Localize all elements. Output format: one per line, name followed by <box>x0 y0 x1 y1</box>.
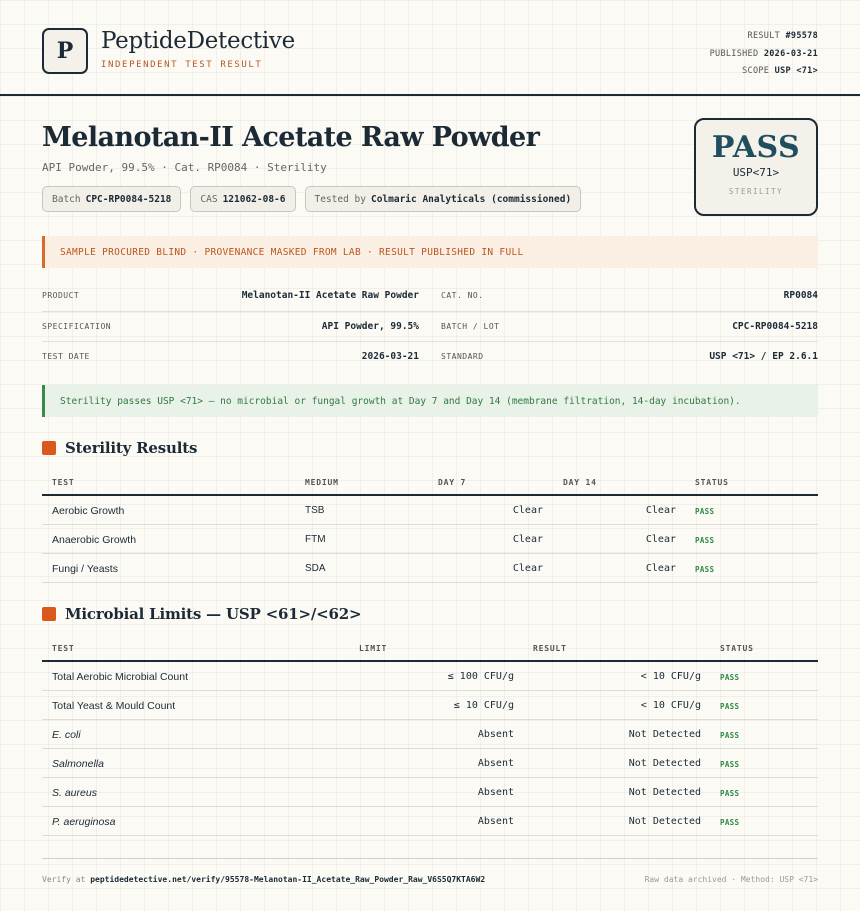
spec-label: SPECIFICATION <box>42 321 112 331</box>
info-row <box>42 281 818 312</box>
table-header <box>42 633 818 662</box>
status-badge: PASS <box>720 760 740 769</box>
test-date-label: TEST DATE <box>42 352 90 361</box>
microbial-heading-text: Microbial Limits — USP <61>/<62> <box>65 605 362 623</box>
day14: Clear <box>645 505 676 516</box>
sterility-heading-text: Sterility Results <box>65 439 198 457</box>
status-badge: PASS <box>695 565 715 574</box>
status-badge: PASS <box>720 818 740 827</box>
limit: Absent <box>477 787 514 798</box>
chip-value: 121062-08-6 <box>222 193 286 205</box>
table-row <box>42 720 818 749</box>
test-name: Total Aerobic Microbial Count <box>52 671 188 683</box>
chip-label: CAS <box>200 193 218 205</box>
col-test: TEST <box>52 478 75 487</box>
product-label: PRODUCT <box>42 291 80 300</box>
catno-label: CAT. NO. <box>441 291 484 300</box>
test-name: Salmonella <box>52 758 104 770</box>
info-row <box>42 342 818 373</box>
verdict-word: PASS <box>711 130 801 165</box>
sterility-heading <box>42 439 197 457</box>
medium: SDA <box>305 563 326 574</box>
limit: ≤ 10 CFU/g <box>453 700 514 711</box>
verify-text <box>42 875 485 884</box>
test-name: Anaerobic Growth <box>52 534 137 546</box>
day7: Clear <box>512 534 543 545</box>
standard-value: USP <71> / EP 2.6.1 <box>709 351 818 362</box>
status-badge: PASS <box>720 673 740 682</box>
table-row <box>42 554 818 583</box>
result: Not Detected <box>628 729 701 740</box>
product-value: Melanotan-II Acetate Raw Powder <box>241 290 419 301</box>
verify-prefix: Verify at <box>42 875 86 884</box>
procurement-notice: SAMPLE PROCURED BLIND · PROVENANCE MASKED FROM LAB · RESULT PUBLISHED IN FULL <box>42 236 818 268</box>
verdict-badge <box>694 118 818 216</box>
batch-label: BATCH / LOT <box>441 321 500 331</box>
chip-value: Colmaric Analyticals (commissioned) <box>370 193 572 205</box>
col-result: RESULT <box>533 644 567 653</box>
product-chips <box>42 186 581 212</box>
section-marker-icon <box>42 607 56 621</box>
test-date-value: 2026-03-21 <box>361 351 419 362</box>
table-row <box>42 496 818 525</box>
medium: FTM <box>305 534 326 545</box>
table-row <box>42 691 818 720</box>
microbial-table <box>42 633 818 836</box>
table-row <box>42 662 818 691</box>
limit: ≤ 100 CFU/g <box>447 671 514 682</box>
table-row <box>42 525 818 554</box>
chip-value: CPC-RP0084-5218 <box>85 193 172 205</box>
status-badge: PASS <box>720 702 740 711</box>
test-name: E. coli <box>52 729 81 741</box>
col-status: STATUS <box>720 644 754 653</box>
summary-notice: Sterility passes USP <71> — no microbial or fungal growth at Day 7 and Day 14 (membrane filtration, 14-day incubation). <box>42 385 818 417</box>
section-marker-icon <box>42 441 56 455</box>
col-status: STATUS <box>695 478 729 487</box>
footer-divider <box>42 858 818 859</box>
cas-chip <box>190 186 295 212</box>
scope-label: SCOPE <box>742 66 770 76</box>
result: Not Detected <box>628 787 701 798</box>
result: Not Detected <box>628 758 701 769</box>
status-badge: PASS <box>720 789 740 798</box>
batch-chip <box>42 186 181 212</box>
table-row <box>42 749 818 778</box>
status-badge: PASS <box>695 507 715 516</box>
test-name: Total Yeast & Mould Count <box>52 700 176 712</box>
table-row <box>42 807 818 836</box>
published-date: 2026-03-21 <box>763 48 818 59</box>
verdict-scope: STERILITY <box>728 187 784 196</box>
status-badge: PASS <box>695 536 715 545</box>
chip-label: Batch <box>52 193 81 205</box>
table-row <box>42 778 818 807</box>
logo <box>42 28 88 74</box>
test-name: P. aeruginosa <box>52 816 116 828</box>
result: Not Detected <box>628 816 701 827</box>
col-day7: DAY 7 <box>438 478 467 487</box>
day7: Clear <box>512 505 543 516</box>
brand-tagline: INDEPENDENT TEST RESULT <box>101 60 263 70</box>
tested-by-chip <box>305 186 582 212</box>
test-name: Fungi / Yeasts <box>52 563 118 575</box>
logo-letter: P <box>56 38 74 64</box>
spec-value: API Powder, 99.5% <box>321 320 419 332</box>
info-row <box>42 312 818 343</box>
limit: Absent <box>477 816 514 827</box>
limit: Absent <box>477 729 514 740</box>
report-header <box>0 0 860 96</box>
col-limit: LIMIT <box>359 644 388 653</box>
batch-value: CPC-RP0084-5218 <box>732 320 818 332</box>
col-medium: MEDIUM <box>305 478 339 487</box>
sterility-table <box>42 467 818 583</box>
result: < 10 CFU/g <box>640 700 701 711</box>
scope-value: USP <71> <box>774 66 818 76</box>
standard-label: STANDARD <box>441 352 484 361</box>
test-name: S. aureus <box>52 787 97 799</box>
col-day14: DAY 14 <box>563 478 597 487</box>
published-label: PUBLISHED <box>709 48 759 59</box>
product-title: Melanotan-II Acetate Raw Powder <box>42 122 540 153</box>
result-id: #95578 <box>785 31 818 41</box>
product-subtitle: API Powder, 99.5% · Cat. RP0084 · Sterility <box>42 161 327 174</box>
col-test: TEST <box>52 644 75 653</box>
test-name: Aerobic Growth <box>52 505 125 517</box>
verdict-standard: USP<71> <box>732 166 780 179</box>
chip-label: Tested by <box>314 193 366 205</box>
status-badge: PASS <box>720 731 740 740</box>
limit: Absent <box>477 758 514 769</box>
report-meta <box>710 28 818 81</box>
day7: Clear <box>512 563 543 574</box>
brand-name: PeptideDetective <box>101 28 295 54</box>
footer-method: Raw data archived · Method: USP <71> <box>644 875 818 884</box>
result-label: RESULT <box>747 31 781 41</box>
microbial-heading <box>42 605 361 623</box>
catno-value: RP0084 <box>783 290 818 301</box>
verify-link[interactable]: peptidedetective.net/verify/95578-Melanotan-II_Acetate_Raw_Powder_Raw_V6S5Q7KTA6W2 <box>90 875 486 884</box>
info-grid <box>42 281 818 373</box>
table-header <box>42 467 818 496</box>
result: < 10 CFU/g <box>640 671 701 682</box>
medium: TSB <box>305 505 325 516</box>
day14: Clear <box>645 534 676 545</box>
day14: Clear <box>645 563 676 574</box>
